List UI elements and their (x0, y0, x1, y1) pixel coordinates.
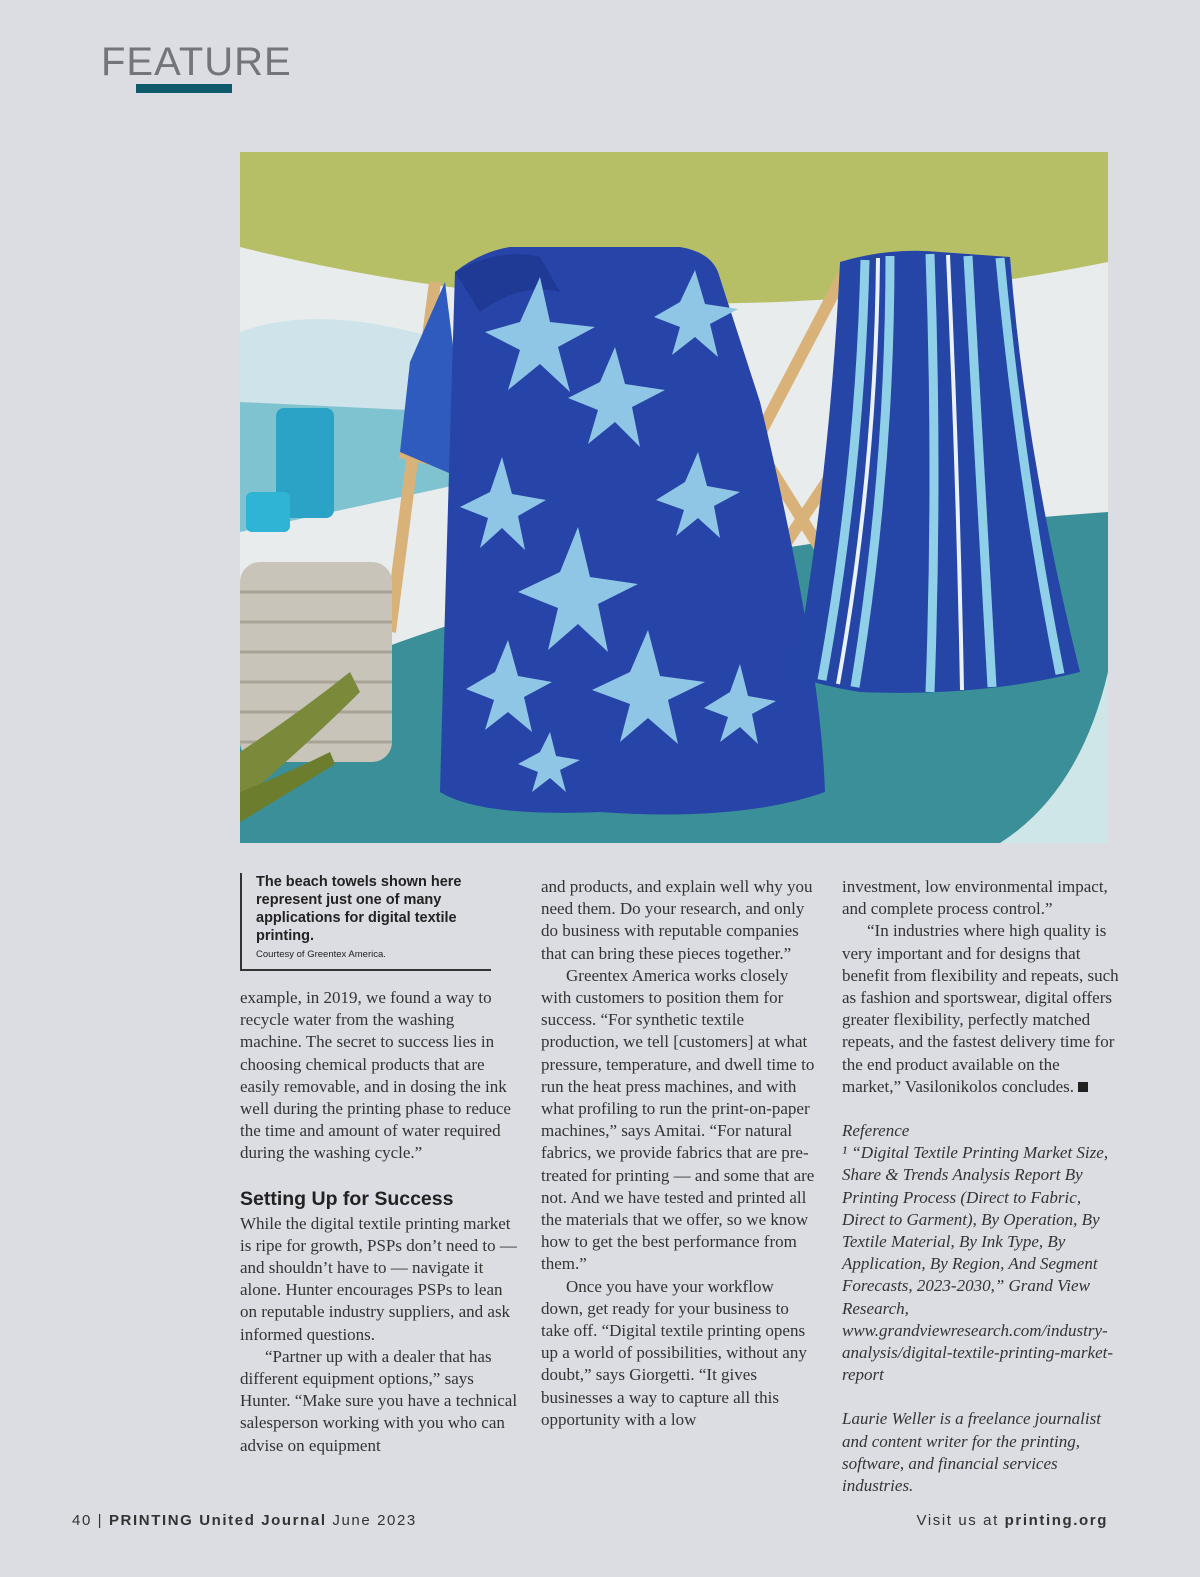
closing-text: “In industries where high quality is very important and for designs that benefit from flexibility and repeats, such as fashion and sportswear, digital offers greater flexibility, perfectly matched repeats, and the fastest delivery time for the end product available on the market,” Vasilonikolos concludes. (842, 921, 1119, 1096)
reference-heading: Reference (842, 1121, 910, 1141)
article-column-2 (541, 876, 815, 1431)
section-underline (136, 84, 232, 93)
section-subheading: Setting Up for Success (240, 1187, 454, 1210)
page-number: 40 (72, 1512, 92, 1529)
author-bio: Laurie Weller is a freelance journalist and content writer for the printing, software, and financial services industries. (842, 1409, 1101, 1496)
page-footer-left (72, 1512, 417, 1529)
caption-text: The beach towels shown here represent just one of many applications for digital textile printing. (256, 874, 462, 944)
magazine-name: PRINTING United Journal (108, 1512, 327, 1529)
paragraph: Once you have your workflow down, get ready for your business to take off. “Digital textile printing opens up a world of possibilities, without any doubt,” says Giorgetti. “It gives businesses a way to capture all this opportunity with a low (541, 1276, 807, 1429)
photo-caption (240, 873, 491, 971)
feature-photo-beach-towels (240, 152, 1108, 843)
closing-paragraph (842, 920, 1120, 1098)
photo-credit: Courtesy of Greentex America. (256, 949, 386, 960)
visit-prefix: Visit us at (916, 1512, 999, 1529)
reference-text: ¹ “Digital Textile Printing Market Size, Share & Trends Analysis Report By Printing Process (Direct to Fabric, Direct to Garment), By Operation, By Textile Material, By Ink Type, By Application, By Region, And Segment Forecasts, 2023-2030,” Grand View Research, www.grandviewresearch.com/industry-analysis/digital-textile-printing-market-report (842, 1143, 1114, 1385)
article-column-1 (240, 987, 518, 1457)
issue-date: June 2023 (332, 1512, 417, 1529)
paragraph: “Partner up with a dealer that has different equipment options,” says Hunter. “Make sure you have a technical salesperson working with you who can advise on equipment (240, 1346, 518, 1455)
page-footer-right (917, 1512, 1109, 1529)
paragraph: investment, low environmental impact, and complete process control.” (842, 877, 1108, 919)
paragraph: Greentex America works closely with customers to position them for success. “For synthetic textile production, we tell [customers] at what pressure, temperature, and dwell time to run the heat press machines, and with what profiling to run the print-on-paper machines,” says Amitai. “For natural fabrics, we provide fabrics that are pre-treated for printing — and some that are not. And we have tested and printed all the materials that we offer, so we know how to get the best performance from them.” (541, 965, 815, 1274)
footer-separator: | (97, 1512, 104, 1529)
website-link[interactable]: printing.org (1004, 1512, 1108, 1529)
paragraph: example, in 2019, we found a way to recycle water from the washing machine. The secret to success lies in choosing chemical products that are easily removable, and in dosing the ink well during the printing phase to reduce the time and amount of water required during the washing cycle.” (240, 988, 511, 1163)
article-column-3 (842, 876, 1120, 1497)
section-label: FEATURE (101, 40, 292, 84)
paragraph: While the digital textile printing market is ripe for growth, PSPs don’t need to — and shouldn’t have to — navigate it alone. Hunter encourages PSPs to lean on reputable industry suppliers, and ask informed questions. (240, 1213, 517, 1344)
end-of-article-mark (1078, 1082, 1088, 1092)
paragraph: and products, and explain well why you need them. Do your research, and only do business with reputable companies that can bring these pieces together.” (541, 877, 813, 963)
